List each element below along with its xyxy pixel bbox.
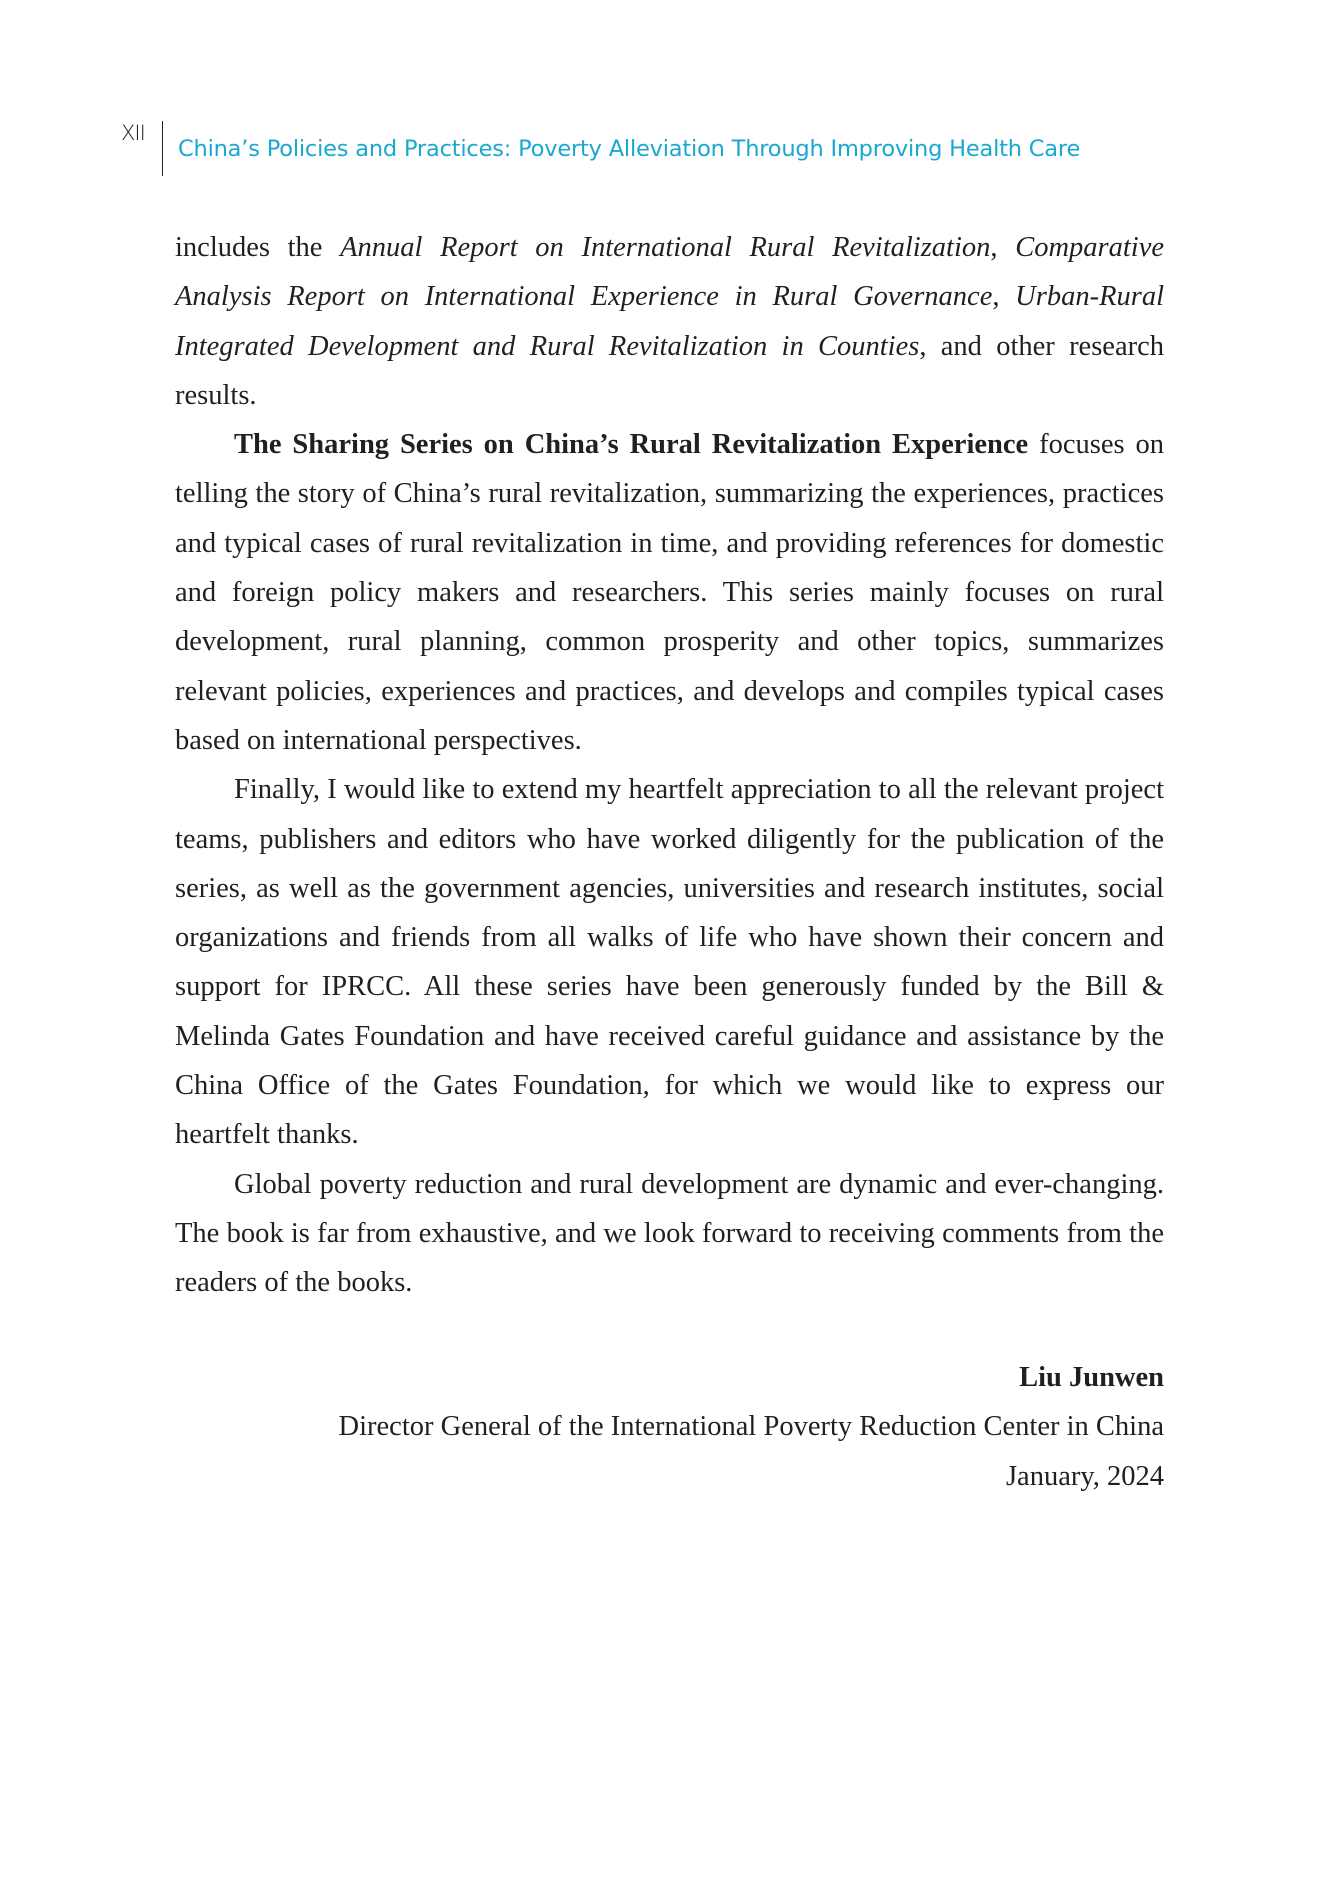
header-divider — [162, 121, 163, 176]
page-header — [0, 0, 1339, 200]
paragraph-acknowledgements: Finally, I would like to extend my heartfelt appreciation to all the relevant project teams, publishers and editors who have worked diligently for the publication of the series, as well as the government agencies, universities and research institutes, social organizations and friends from all walks of life who have shown their concern and support for IPRCC. All these series have been generously funded by the Bill & Melinda Gates Foundation and have received careful guidance and assistance by the China Office of the Gates Foundation, for which we would like to express our heartfelt thanks. — [175, 774, 1164, 1151]
paragraph-research-results — [175, 223, 1164, 420]
paragraph-2-text: focuses on telling the story of China’s rural revitalization, summarizing the experiences, practices and typical cases of rural revitalization in time, and providing references for domestic and foreign policy makers and researchers. This series mainly focuses on rural development, rural planning, common prosperity and other topics, summarizes relevant policies, experiences and practices, and develops and compiles typical cases based on international perspectives. — [175, 429, 1164, 756]
book-title-annual-report: Annual Report on International Rural Revitalization — [340, 232, 991, 263]
book-title-urban-rural: Urban-Rural Integrated Development and Rural Revitalization in Counties — [175, 281, 1165, 362]
signatory-name: Liu Junwen — [1019, 1362, 1164, 1393]
paragraph-closing: Global poverty reduction and rural development are dynamic and ever-changing. The book is far from exhaustive, and we look forward to receiving comments from the readers of the books. — [175, 1168, 1164, 1299]
signature-date: January, 2024 — [1005, 1460, 1164, 1492]
page-number: XII — [121, 121, 145, 145]
book-title-comparative-analysis: Comparative Analysis Report on International Experience in Rural Governance — [175, 232, 1165, 313]
signatory-title: Director General of the International Poverty Reduction Center in China — [338, 1411, 1164, 1443]
separator: , — [990, 232, 1016, 263]
signature-block — [175, 1353, 1164, 1501]
separator: , — [992, 281, 1016, 313]
series-name: The Sharing Series on China’s Rural Revitalization Experience — [234, 429, 1029, 461]
paragraph-1-tail: , and other research results. — [175, 330, 1164, 411]
running-title: China’s Policies and Practices: Poverty Alleviation Through Improving Health Care — [178, 136, 1081, 162]
body-text — [175, 223, 1164, 1308]
paragraph-1-lead: includes the — [175, 232, 341, 263]
paragraph-sharing-series — [175, 420, 1164, 765]
